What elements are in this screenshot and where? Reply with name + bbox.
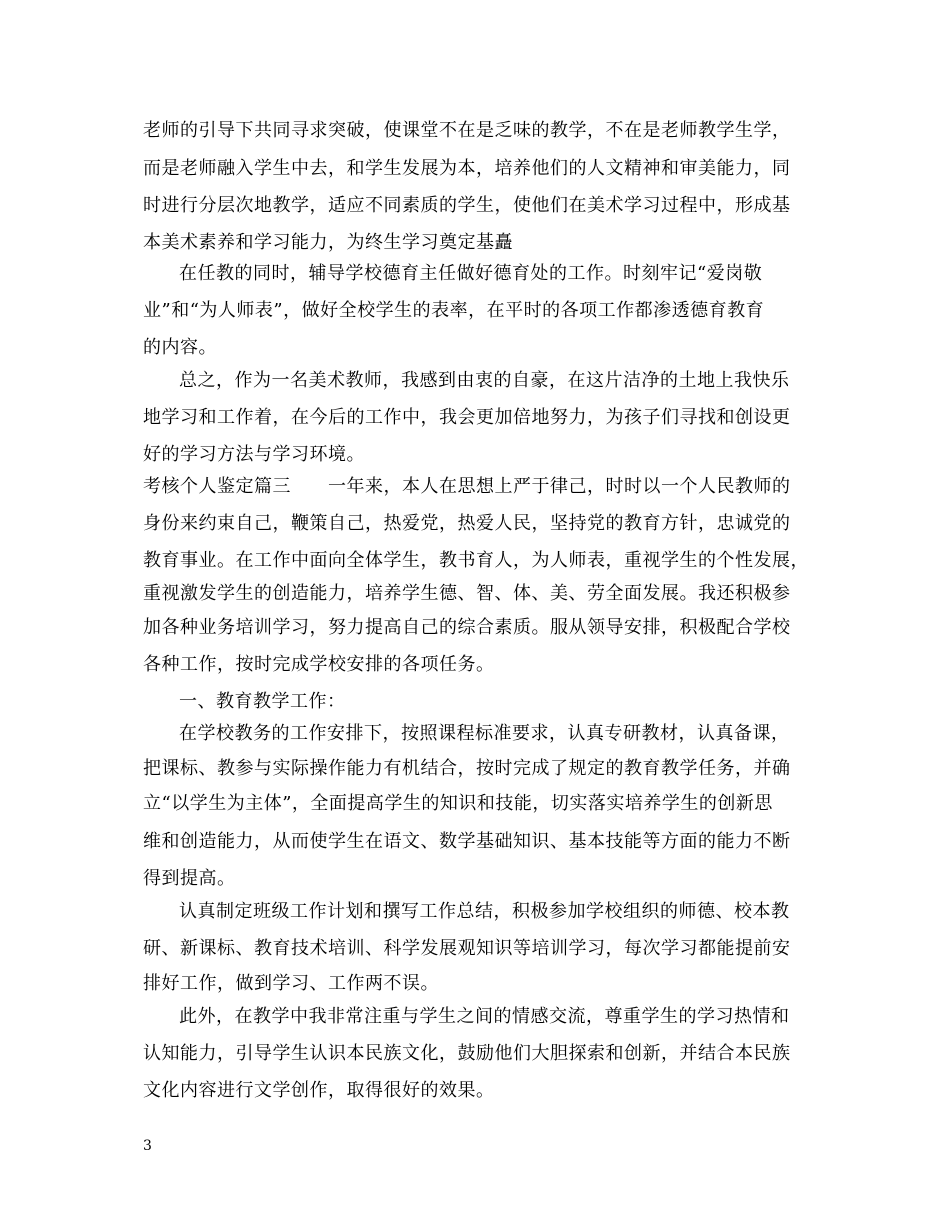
text-line: 得到提高。 bbox=[143, 868, 236, 889]
text-line: 文化内容进行文学创作，取得很好的效果。 bbox=[143, 1080, 495, 1101]
text-line: 把课标、教参与实际操作能力有机结合，按时完成了规定的教育教学任务，并确 bbox=[143, 758, 791, 779]
text-line: 而是老师融入学生中去，和学生发展为本，培养他们的人文精神和审美能力，同 bbox=[143, 158, 791, 179]
text-line: 认知能力，引导学生认识本民族文化，鼓励他们大胆探索和创新，并结合本民族 bbox=[143, 1043, 791, 1064]
text-line: 加各种业务培训学习，努力提高自己的综合素质。服从领导安排，积极配合学校 bbox=[143, 617, 791, 638]
text-line: 教育事业。在工作中面向全体学生，教书育人，为人师表，重视学生的个性发展， bbox=[143, 550, 809, 571]
text-line: 排好工作，做到学习、工作两不误。 bbox=[143, 973, 439, 994]
text-line: 在学校教务的工作安排下，按照课程标准要求，认真专研教材，认真备课， bbox=[179, 723, 790, 744]
text-line: 老师的引导下共同寻求突破，使课堂不在是乏味的教学，不在是老师教学生学， bbox=[143, 120, 791, 141]
page-number: 3 bbox=[143, 1138, 152, 1154]
text-line: 地学习和工作着，在今后的工作中，我会更加倍地努力，为孩子们寻找和创设更 bbox=[143, 407, 791, 428]
text-line: 重视激发学生的创造能力，培养学生德、智、体、美、劳全面发展。我还积极参 bbox=[143, 583, 791, 604]
text-line: 时进行分层次地教学，适应不同素质的学生，使他们在美术学习过程中，形成基 bbox=[143, 195, 791, 216]
text-line: 本美术素养和学习能力，为终生学习奠定基矗 bbox=[143, 232, 513, 253]
text-line: 一、教育教学工作： bbox=[179, 691, 346, 712]
text-line: 维和创造能力，从而使学生在语文、数学基础知识、基本技能等方面的能力不断 bbox=[143, 831, 791, 852]
text-line: 各种工作，按时完成学校安排的各项任务。 bbox=[143, 654, 495, 675]
text-line: 研、新课标、教育技术培训、科学发展观知识等培训学习，每次学习都能提前安 bbox=[143, 938, 791, 959]
text-line: 身份来约束自己，鞭策自己，热爱党，热爱人民，坚持党的教育方针，忠诚党的 bbox=[143, 513, 791, 534]
text-line: 立“以学生为主体”，全面提高学生的知识和技能，切实落实培养学生的创新思 bbox=[143, 793, 773, 814]
text-line: 总之，作为一名美术教师，我感到由衷的自豪，在这片洁净的土地上我快乐 bbox=[179, 370, 790, 391]
text-line: 此外，在教学中我非常注重与学生之间的情感交流，尊重学生的学习热情和 bbox=[179, 1006, 790, 1027]
text-line: 在任教的同时，辅导学校德育主任做好德育处的工作。时刻牢记“爱岗敬 bbox=[179, 263, 763, 284]
text-line: 业”和“为人师表”，做好全校学生的表率，在平时的各项工作都渗透德育教育 bbox=[143, 300, 765, 321]
text-line: 好的学习方法与学习环境。 bbox=[143, 444, 365, 465]
text-line: 认真制定班级工作计划和撰写工作总结，积极参加学校组织的师德、校本教 bbox=[179, 901, 790, 922]
text-line: 的内容。 bbox=[143, 337, 217, 358]
text-line: 考核个人鉴定篇三 一年来，本人在思想上严于律己，时时以一个人民教师的 bbox=[143, 476, 791, 497]
